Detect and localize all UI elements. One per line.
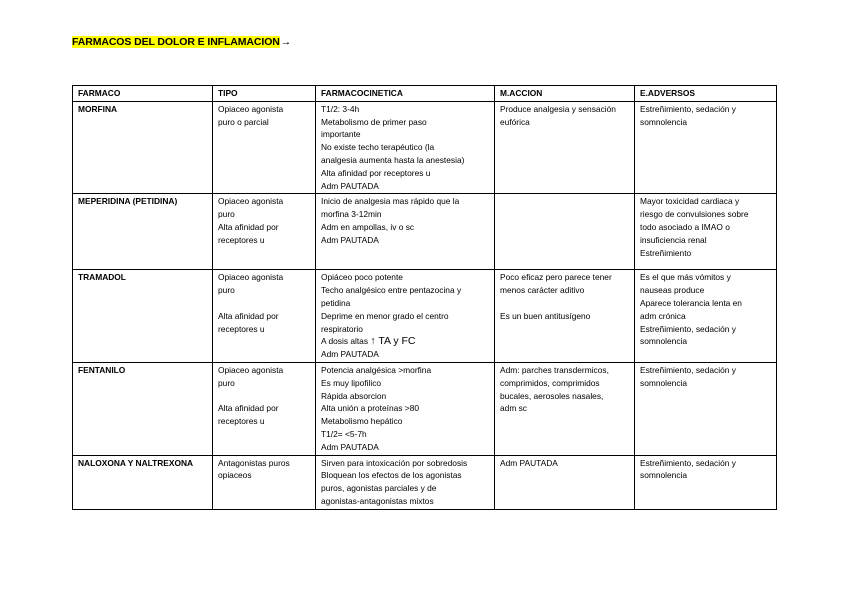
cell-maccion: Adm PAUTADA bbox=[495, 455, 635, 509]
cell-farmacocinetica: Potencia analgésica >morfina Es muy lipofilico Rápida absorcion Alta unión a proteínas >80 Metabolismo hepático T1/2= <5-7h Adm PAUTADA bbox=[316, 362, 495, 455]
cell-maccion: Adm: parches transdermicos, comprimidos, comprimidos bucales, aerosoles nasales, adm sc bbox=[495, 362, 635, 455]
cell-tipo: Opiaceo agonista puro Alta afinidad por receptores u bbox=[213, 270, 316, 363]
cell-farmacocinetica: T1/2: 3-4h Metabolismo de primer paso importante No existe techo terapéutico (la analgesia aumenta hasta la anestesia) Alta afinidad por receptores u Adm PAUTADA bbox=[316, 101, 495, 194]
arrow-up-icon: ↑ TA y FC bbox=[370, 335, 416, 348]
cell-farmaco: TRAMADOL bbox=[73, 270, 213, 363]
cell-farmacocinetica: Opiáceo poco potente Techo analgésico entre pentazocina y petidina Deprime en menor grado el centro respiratorio A dosis altas ↑ TA y FC Adm PAUTADA bbox=[316, 270, 495, 363]
cell-eadversos: Estreñimiento, sedación y somnolencia bbox=[635, 455, 777, 509]
cell-farmacocinetica: Inicio de analgesia mas rápido que la morfina 3-12min Adm en ampollas, iv o sc Adm PAUTADA bbox=[316, 194, 495, 270]
table-header-row bbox=[73, 86, 777, 102]
header-maccion: M.ACCION bbox=[495, 86, 635, 102]
cell-tipo: Opiaceo agonista puro o parcial bbox=[213, 101, 316, 194]
cell-maccion: Produce analgesia y sensación eufórica bbox=[495, 101, 635, 194]
cell-farmacocinetica: Sirven para intoxicación por sobredosis Bloquean los efectos de los agonistas puros, agonistas parciales y de agonistas-antagonistas mixtos bbox=[316, 455, 495, 509]
table-row bbox=[73, 194, 777, 270]
table-row bbox=[73, 101, 777, 194]
cell-maccion bbox=[495, 194, 635, 270]
header-farmaco: FARMACO bbox=[73, 86, 213, 102]
cell-tipo: Opiaceo agonista puro Alta afinidad por receptores u bbox=[213, 194, 316, 270]
cell-farmaco: NALOXONA Y NALTREXONA bbox=[73, 455, 213, 509]
cell-farmaco: MORFINA bbox=[73, 101, 213, 194]
table-row bbox=[73, 362, 777, 455]
cell-farmaco: MEPERIDINA (PETIDINA) bbox=[73, 194, 213, 270]
cell-eadversos: Mayor toxicidad cardiaca y riesgo de convulsiones sobre todo asociado a IMAO o insuficiencia renal Estreñimiento bbox=[635, 194, 777, 270]
header-tipo: TIPO bbox=[213, 86, 316, 102]
header-eadversos: E.ADVERSOS bbox=[635, 86, 777, 102]
cell-tipo: Opiaceo agonista puro Alta afinidad por receptores u bbox=[213, 362, 316, 455]
cell-eadversos: Estreñimiento, sedación y somnolencia bbox=[635, 101, 777, 194]
cell-eadversos: Es el que más vómitos y nauseas produce Aparece tolerancia lenta en adm crónica Estreñimiento, sedación y somnolencia bbox=[635, 270, 777, 363]
cell-tipo: Antagonistas puros opiaceos bbox=[213, 455, 316, 509]
cell-maccion: Poco eficaz pero parece tener menos carácter aditivo Es un buen antitusígeno bbox=[495, 270, 635, 363]
cell-farmaco: FENTANILO bbox=[73, 362, 213, 455]
table-row bbox=[73, 455, 777, 509]
cell-eadversos: Estreñimiento, sedación y somnolencia bbox=[635, 362, 777, 455]
table-row bbox=[73, 270, 777, 363]
header-farmacocinetica: FARMACOCINETICA bbox=[316, 86, 495, 102]
drug-table bbox=[72, 85, 777, 510]
document-title bbox=[72, 36, 291, 48]
arrow-right-icon: → bbox=[280, 36, 292, 48]
title-highlight: FARMACOS DEL DOLOR E INFLAMACION bbox=[72, 36, 280, 48]
